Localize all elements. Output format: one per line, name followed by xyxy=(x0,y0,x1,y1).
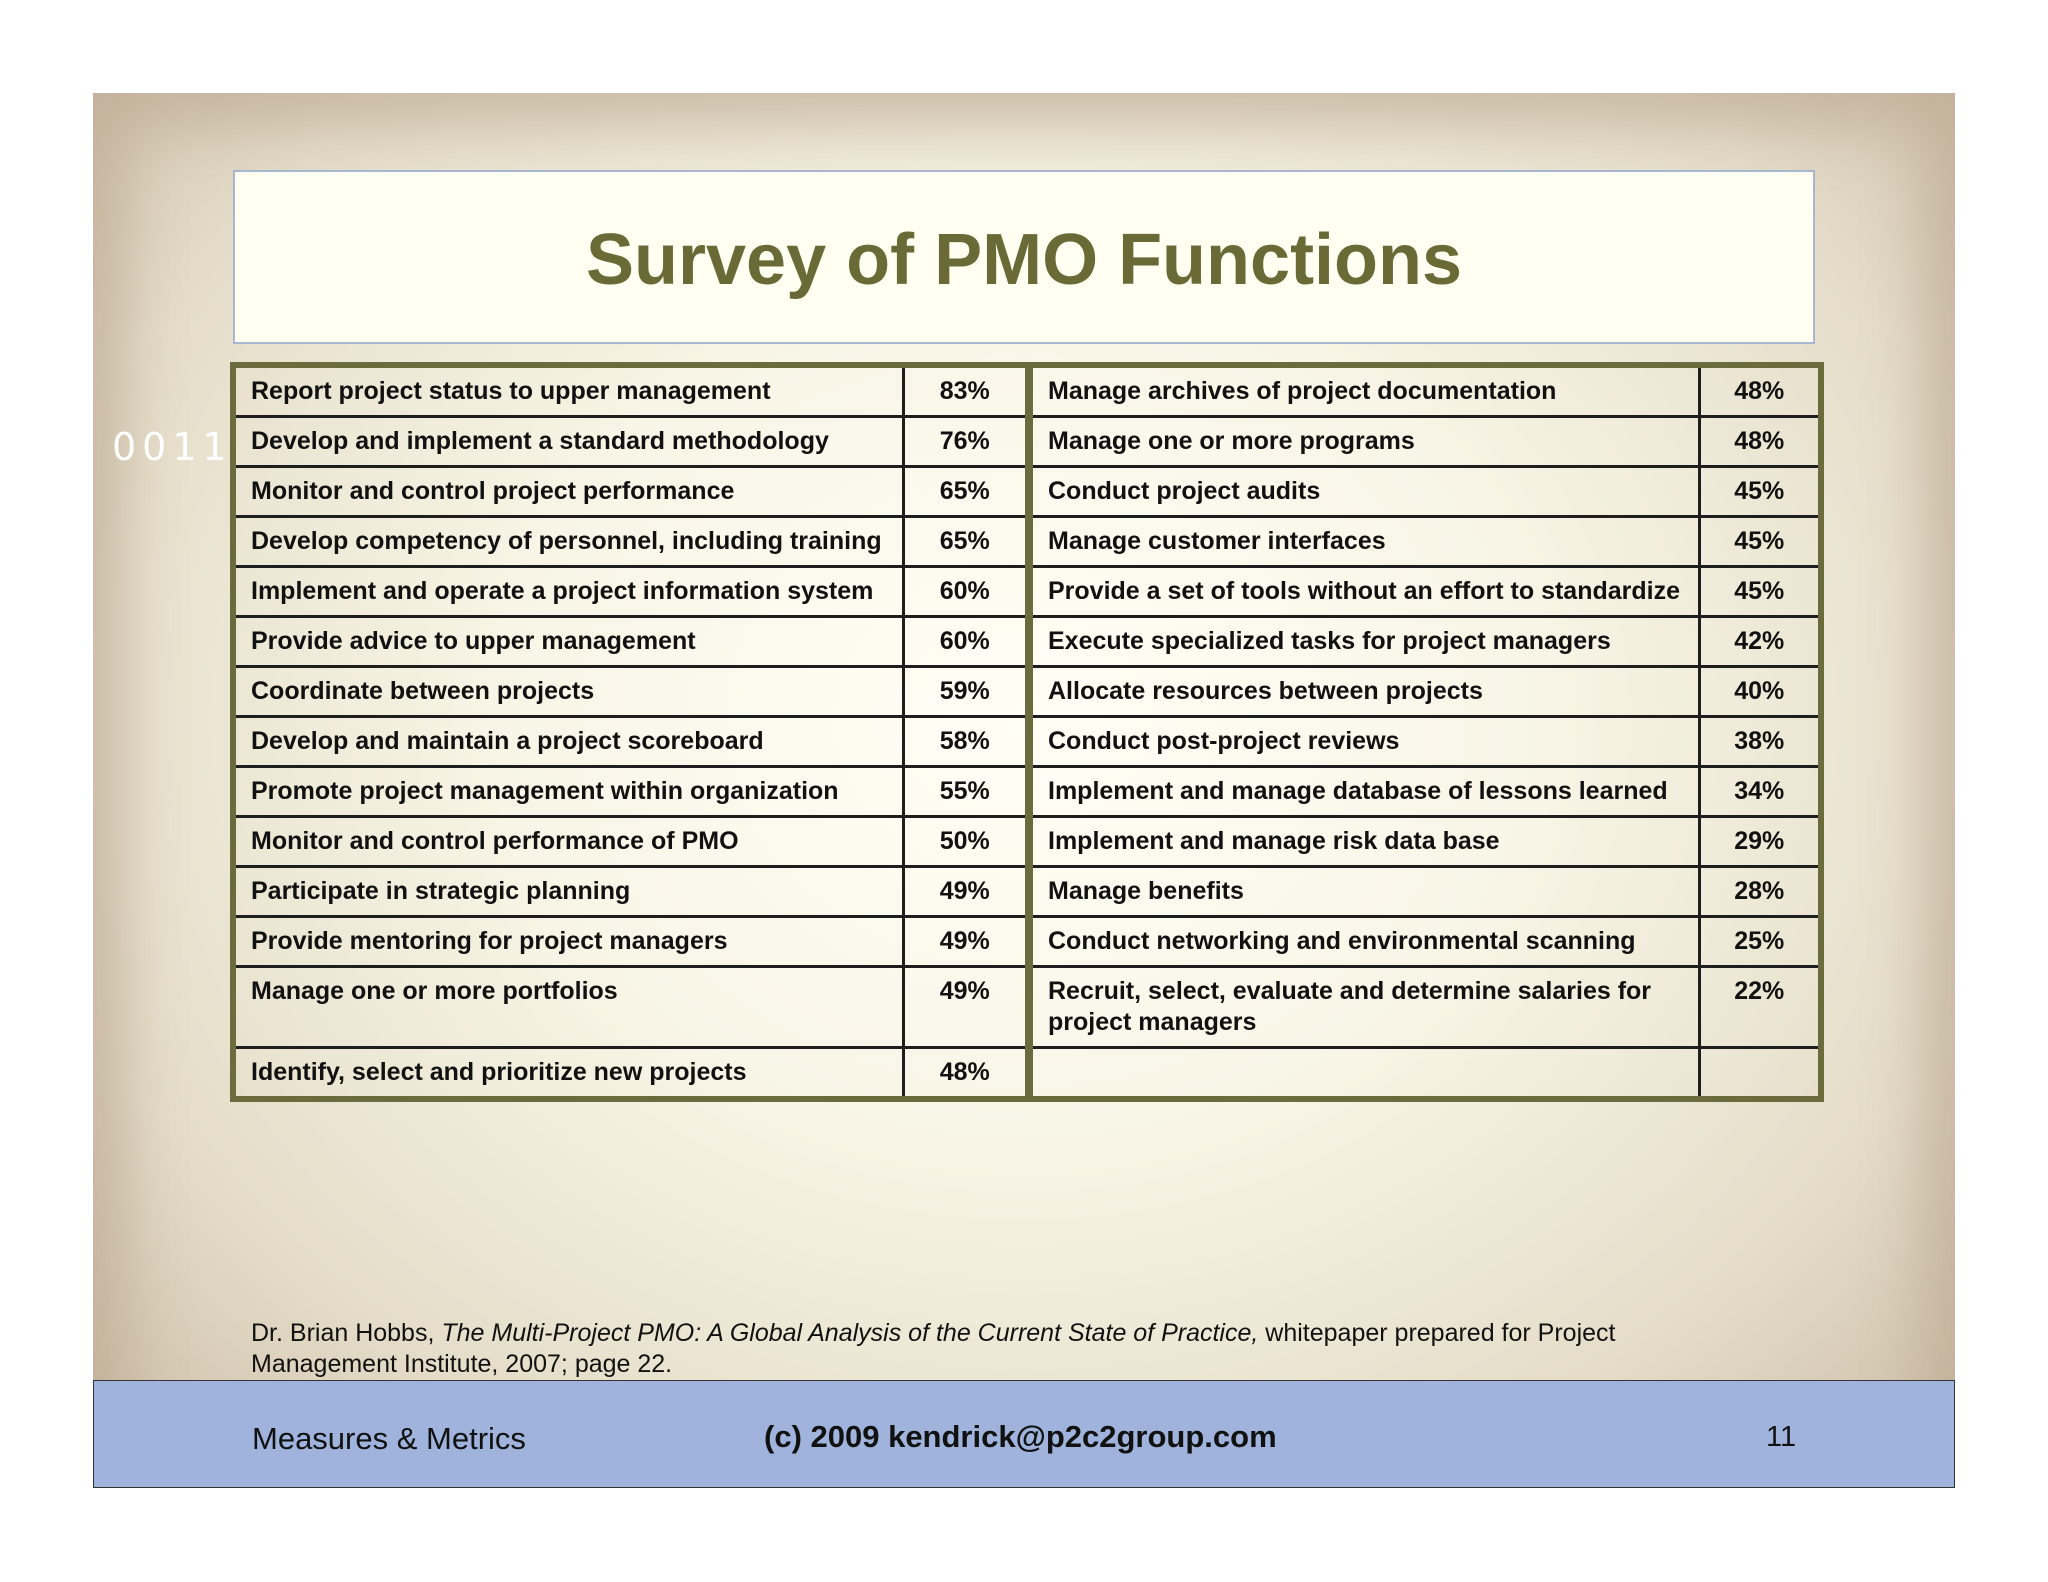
right-function-cell: Conduct project audits xyxy=(1029,467,1699,517)
right-percent-cell: 42% xyxy=(1699,617,1821,667)
left-percent-cell: 83% xyxy=(903,365,1029,417)
citation-work-title: The Multi-Project PMO: A Global Analysis of the Current State of Practice, xyxy=(441,1319,1259,1347)
right-percent-cell: 40% xyxy=(1699,667,1821,717)
left-percent-cell: 55% xyxy=(903,767,1029,817)
right-function-cell: Implement and manage database of lessons learned xyxy=(1029,767,1699,817)
table-row xyxy=(233,667,1821,717)
right-function-cell: Conduct post-project reviews xyxy=(1029,717,1699,767)
right-function-cell: Execute specialized tasks for project managers xyxy=(1029,617,1699,667)
right-percent-cell: 48% xyxy=(1699,417,1821,467)
left-percent-cell: 60% xyxy=(903,617,1029,667)
right-percent-cell: 38% xyxy=(1699,717,1821,767)
right-percent-cell: 45% xyxy=(1699,467,1821,517)
right-percent-cell: 34% xyxy=(1699,767,1821,817)
table-row xyxy=(233,467,1821,517)
left-function-cell: Identify, select and prioritize new projects xyxy=(233,1048,903,1100)
pmo-functions-table xyxy=(230,362,1824,1102)
left-percent-cell: 49% xyxy=(903,967,1029,1048)
table-row xyxy=(233,365,1821,417)
right-percent-cell: 25% xyxy=(1699,917,1821,967)
right-function-cell: Implement and manage risk data base xyxy=(1029,817,1699,867)
right-percent-cell: 45% xyxy=(1699,567,1821,617)
table-row xyxy=(233,617,1821,667)
left-function-cell: Implement and operate a project information system xyxy=(233,567,903,617)
footer-copyright: (c) 2009 kendrick@p2c2group.com xyxy=(764,1419,1277,1454)
right-function-cell: Manage archives of project documentation xyxy=(1029,365,1699,417)
table-row xyxy=(233,967,1821,1048)
left-percent-cell: 58% xyxy=(903,717,1029,767)
left-percent-cell: 59% xyxy=(903,667,1029,717)
right-function-cell: Allocate resources between projects xyxy=(1029,667,1699,717)
right-function-cell: Manage one or more programs xyxy=(1029,417,1699,467)
right-function-cell: Manage benefits xyxy=(1029,867,1699,917)
right-function-cell xyxy=(1029,1048,1699,1100)
table-row xyxy=(233,817,1821,867)
left-function-cell: Report project status to upper management xyxy=(233,365,903,417)
table-row xyxy=(233,917,1821,967)
left-percent-cell: 48% xyxy=(903,1048,1029,1100)
left-function-cell: Develop competency of personnel, including training xyxy=(233,517,903,567)
left-percent-cell: 49% xyxy=(903,867,1029,917)
left-function-cell: Develop and implement a standard methodology xyxy=(233,417,903,467)
table-row xyxy=(233,717,1821,767)
citation-author: Dr. Brian Hobbs, xyxy=(251,1319,442,1347)
left-function-cell: Provide mentoring for project managers xyxy=(233,917,903,967)
left-function-cell: Monitor and control performance of PMO xyxy=(233,817,903,867)
left-percent-cell: 50% xyxy=(903,817,1029,867)
left-function-cell: Provide advice to upper management xyxy=(233,617,903,667)
right-percent-cell: 22% xyxy=(1699,967,1821,1048)
table-row xyxy=(233,517,1821,567)
left-percent-cell: 49% xyxy=(903,917,1029,967)
page-number: 11 xyxy=(1766,1421,1797,1453)
right-function-cell: Recruit, select, evaluate and determine salaries for project managers xyxy=(1029,967,1699,1048)
footer-left-text: Measures & Metrics xyxy=(252,1421,526,1456)
left-percent-cell: 65% xyxy=(903,517,1029,567)
left-function-cell: Manage one or more portfolios xyxy=(233,967,903,1048)
side-code: 0011 xyxy=(112,425,233,469)
right-function-cell: Manage customer interfaces xyxy=(1029,517,1699,567)
table-row xyxy=(233,417,1821,467)
left-percent-cell: 65% xyxy=(903,467,1029,517)
table-body xyxy=(233,365,1821,1099)
left-percent-cell: 76% xyxy=(903,417,1029,467)
table-row xyxy=(233,767,1821,817)
citation xyxy=(251,1318,1731,1380)
right-function-cell: Provide a set of tools without an effort to standardize xyxy=(1029,567,1699,617)
left-function-cell: Promote project management within organization xyxy=(233,767,903,817)
right-percent-cell xyxy=(1699,1048,1821,1100)
right-percent-cell: 28% xyxy=(1699,867,1821,917)
left-function-cell: Participate in strategic planning xyxy=(233,867,903,917)
left-function-cell: Monitor and control project performance xyxy=(233,467,903,517)
page-title: Survey of PMO Functions xyxy=(585,220,1463,300)
left-percent-cell: 60% xyxy=(903,567,1029,617)
right-percent-cell: 45% xyxy=(1699,517,1821,567)
right-percent-cell: 29% xyxy=(1699,817,1821,867)
right-function-cell: Conduct networking and environmental scanning xyxy=(1029,917,1699,967)
left-function-cell: Develop and maintain a project scoreboard xyxy=(233,717,903,767)
footer-bar xyxy=(93,1380,1955,1488)
right-percent-cell: 48% xyxy=(1699,365,1821,417)
table-row xyxy=(233,1048,1821,1100)
table-row xyxy=(233,867,1821,917)
title-box xyxy=(233,170,1815,344)
left-function-cell: Coordinate between projects xyxy=(233,667,903,717)
table-row xyxy=(233,567,1821,617)
citation-rest: whitepaper prepared for Project Management Institute, 2007; page 22. xyxy=(251,1319,1616,1378)
